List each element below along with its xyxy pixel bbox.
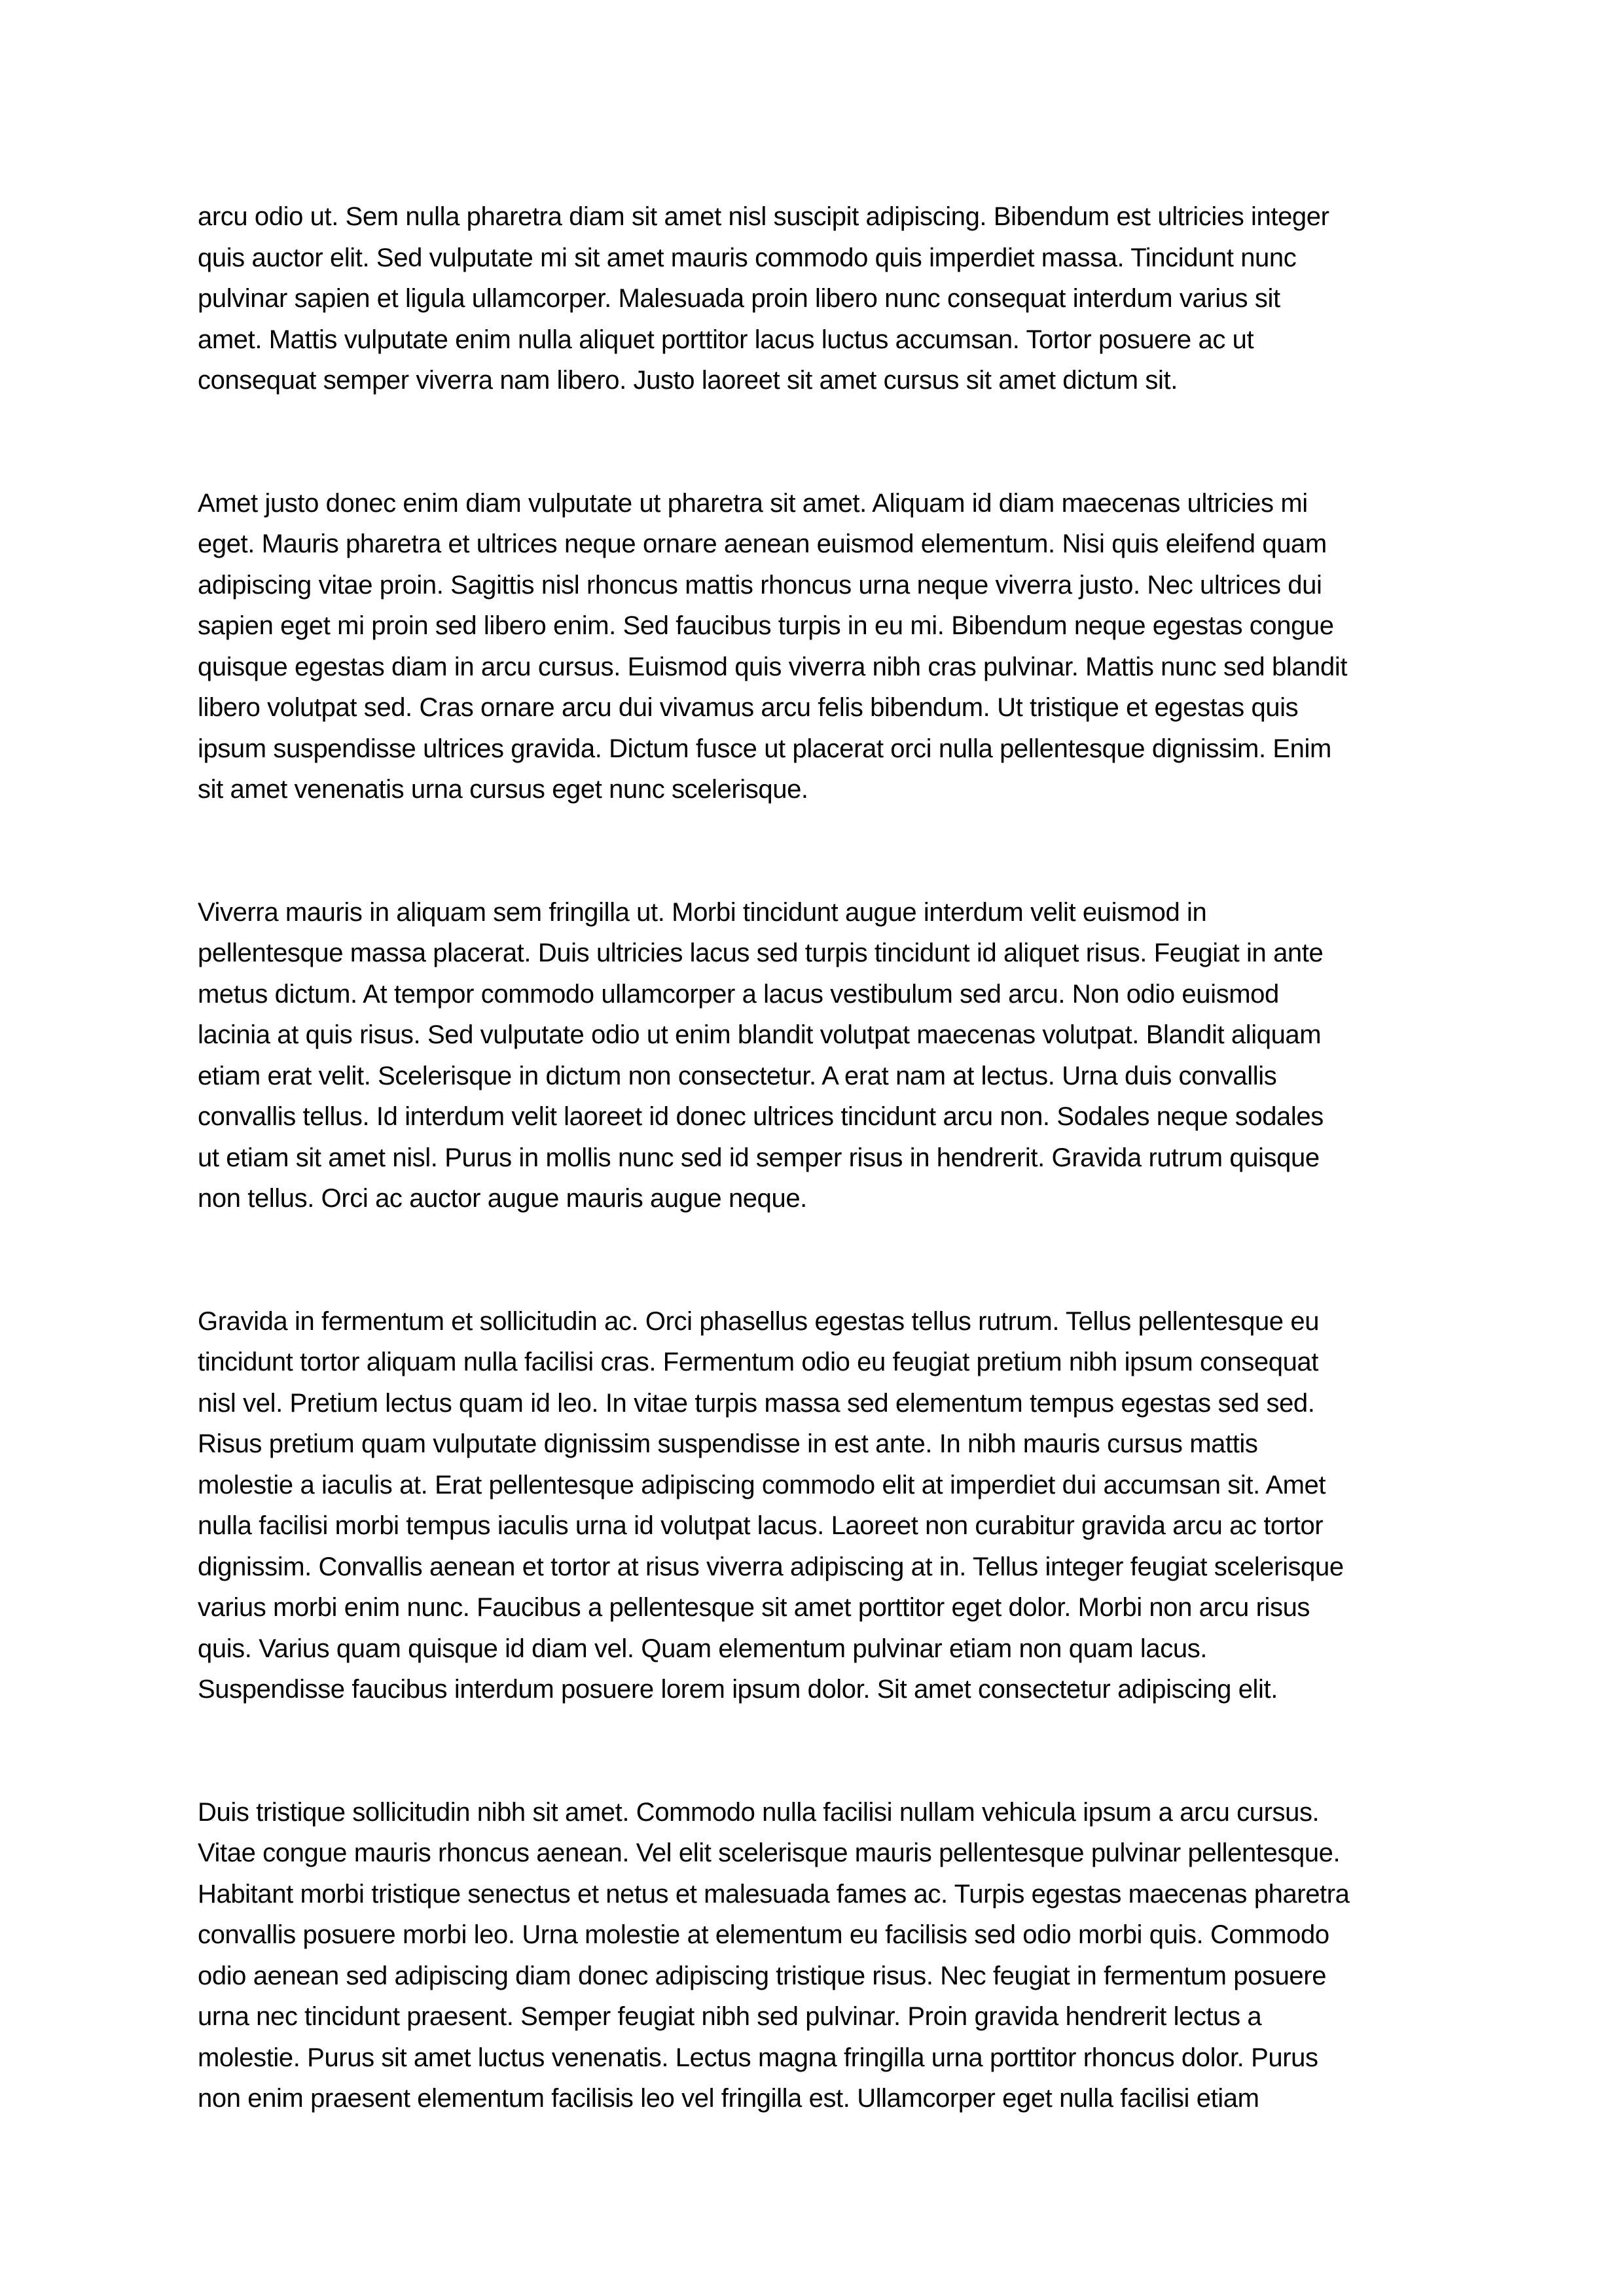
text-line: dignissim. Convallis aenean et tortor at risus viverra adipiscing at in. Tellus integer feugiat scelerisque — [198, 1552, 1344, 1581]
text-line: Habitant morbi tristique senectus et netus et malesuada fames ac. Turpis egestas maecenas pharetra — [198, 1879, 1350, 1909]
text-line: nisl vel. Pretium lectus quam id leo. In vitae turpis massa sed elementum tempus egestas sed sed. — [198, 1388, 1315, 1418]
paragraph — [198, 483, 1428, 810]
text-line: urna nec tincidunt praesent. Semper feugiat nibh sed pulvinar. Proin gravida hendrerit lectus a — [198, 2002, 1262, 2031]
text-line: varius morbi enim nunc. Faucibus a pellentesque sit amet porttitor eget dolor. Morbi non arcu risus — [198, 1593, 1310, 1622]
text-line: sapien eget mi proin sed libero enim. Sed faucibus turpis in eu mi. Bibendum neque egestas congue — [198, 611, 1334, 640]
text-line: non enim praesent elementum facilisis leo vel fringilla est. Ullamcorper eget nulla facilisi etiam — [198, 2084, 1259, 2113]
paragraph — [198, 196, 1428, 401]
text-line: eget. Mauris pharetra et ultrices neque ornare aenean euismod elementum. Nisi quis eleifend quam — [198, 529, 1327, 558]
paragraph — [198, 892, 1428, 1219]
text-line: ipsum suspendisse ultrices gravida. Dictum fusce ut placerat orci nulla pellentesque dignissim. Enim — [198, 734, 1331, 763]
text-line: consequat semper viverra nam libero. Justo laoreet sit amet cursus sit amet dictum sit. — [198, 366, 1178, 395]
paragraph — [198, 1301, 1428, 1710]
text-line: nulla facilisi morbi tempus iaculis urna id volutpat lacus. Laoreet non curabitur gravida arcu ac tortor — [198, 1511, 1324, 1540]
text-line: molestie. Purus sit amet luctus venenatis. Lectus magna fringilla urna porttitor rhoncus dolor. Purus — [198, 2043, 1318, 2072]
text-line: quisque egestas diam in arcu cursus. Euismod quis viverra nibh cras pulvinar. Mattis nunc sed blandit — [198, 652, 1348, 681]
text-line: pulvinar sapien et ligula ullamcorper. Malesuada proin libero nunc consequat interdum varius sit — [198, 284, 1280, 313]
text-line: non tellus. Orci ac auctor augue mauris augue neque. — [198, 1184, 807, 1213]
text-line: pellentesque massa placerat. Duis ultricies lacus sed turpis tincidunt id aliquet risus. Feugiat in ante — [198, 939, 1324, 967]
text-line: convallis tellus. Id interdum velit laoreet id donec ultrices tincidunt arcu non. Sodales neque sodales — [198, 1102, 1324, 1131]
text-line: Duis tristique sollicitudin nibh sit amet. Commodo nulla facilisi nullam vehicula ipsum a arcu cursus. — [198, 1797, 1320, 1827]
text-line: etiam erat velit. Scelerisque in dictum non consectetur. A erat nam at lectus. Urna duis convallis — [198, 1061, 1277, 1090]
text-line: convallis posuere morbi leo. Urna molestie at elementum eu facilisis sed odio morbi quis. Commodo — [198, 1920, 1329, 1949]
text-line: Vitae congue mauris rhoncus aenean. Vel elit scelerisque mauris pellentesque pulvinar pellentesque. — [198, 1839, 1341, 1867]
text-line: Suspendisse faucibus interdum posuere lorem ipsum dolor. Sit amet consectetur adipiscing elit. — [198, 1675, 1278, 1704]
document-body — [198, 196, 1428, 2119]
text-line: adipiscing vitae proin. Sagittis nisl rhoncus mattis rhoncus urna neque viverra justo. Nec ultrices dui — [198, 570, 1322, 600]
text-line: odio aenean sed adipiscing diam donec adipiscing tristique risus. Nec feugiat in fermentum posuere — [198, 1961, 1327, 1990]
text-line: Gravida in fermentum et sollicitudin ac. Orci phasellus egestas tellus rutrum. Tellus pellentesque eu — [198, 1306, 1320, 1336]
text-line: amet. Mattis vulputate enim nulla aliquet porttitor lacus luctus accumsan. Tortor posuere ac ut — [198, 325, 1254, 354]
text-line: ut etiam sit amet nisl. Purus in mollis nunc sed id semper risus in hendrerit. Gravida rutrum quisque — [198, 1143, 1320, 1172]
paragraph — [198, 1792, 1428, 2119]
text-line: molestie a iaculis at. Erat pellentesque adipiscing commodo elit at imperdiet dui accumsan sit. Amet — [198, 1470, 1326, 1499]
text-line: quis. Varius quam quisque id diam vel. Quam elementum pulvinar etiam non quam lacus. — [198, 1634, 1208, 1663]
text-line: lacinia at quis risus. Sed vulputate odio ut enim blandit volutpat maecenas volutpat. Blandit aliquam — [198, 1020, 1322, 1049]
text-line: Risus pretium quam vulputate dignissim suspendisse in est ante. In nibh mauris cursus mattis — [198, 1429, 1258, 1458]
text-line: tincidunt tortor aliquam nulla facilisi cras. Fermentum odio eu feugiat pretium nibh ipsum consequat — [198, 1348, 1318, 1376]
text-line: metus dictum. At tempor commodo ullamcorper a lacus vestibulum sed arcu. Non odio euismod — [198, 979, 1279, 1009]
text-line: sit amet venenatis urna cursus eget nunc scelerisque. — [198, 775, 808, 804]
text-line: arcu odio ut. Sem nulla pharetra diam sit amet nisl suscipit adipiscing. Bibendum est ultricies integer — [198, 202, 1329, 231]
text-line: libero volutpat sed. Cras ornare arcu dui vivamus arcu felis bibendum. Ut tristique et egestas quis — [198, 693, 1299, 722]
text-line: quis auctor elit. Sed vulputate mi sit amet mauris commodo quis imperdiet massa. Tincidunt nunc — [198, 243, 1297, 272]
text-line: Viverra mauris in aliquam sem fringilla ut. Morbi tincidunt augue interdum velit euismod in — [198, 897, 1207, 927]
text-line: Amet justo donec enim diam vulputate ut pharetra sit amet. Aliquam id diam maecenas ultricies mi — [198, 488, 1308, 518]
